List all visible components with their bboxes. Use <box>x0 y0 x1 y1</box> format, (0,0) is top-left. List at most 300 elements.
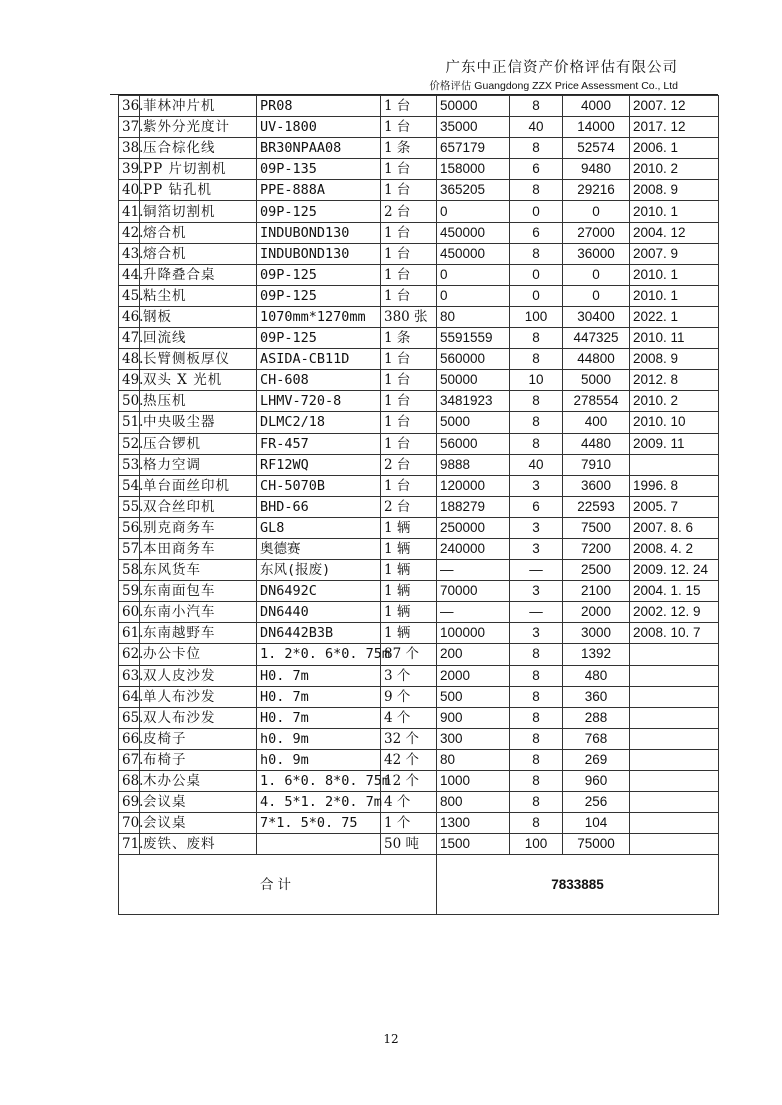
item-price: 120000 <box>437 475 510 496</box>
item-date <box>630 749 719 770</box>
table-row <box>119 349 719 370</box>
table-row <box>119 834 719 855</box>
item-name: 中央吸尘器 <box>140 412 257 433</box>
item-value: 4480 <box>563 433 630 454</box>
item-quantity: 1 辆 <box>381 560 437 581</box>
item-value: 269 <box>563 749 630 770</box>
item-value: 2000 <box>563 602 630 623</box>
item-name: PP 片切割机 <box>140 159 257 180</box>
row-number: 38. <box>119 138 140 159</box>
item-price: 2000 <box>437 665 510 686</box>
item-rate: 8 <box>510 328 563 349</box>
item-date <box>630 728 719 749</box>
item-model: h0. 9m <box>257 749 381 770</box>
item-price: 240000 <box>437 538 510 559</box>
item-date: 2010. 1 <box>630 264 719 285</box>
table-row <box>119 264 719 285</box>
table-row <box>119 602 719 623</box>
item-price: 50000 <box>437 96 510 117</box>
item-quantity: 1 台 <box>381 412 437 433</box>
table-row <box>119 813 719 834</box>
item-quantity: 9 个 <box>381 686 437 707</box>
table-row <box>119 370 719 391</box>
item-rate: 3 <box>510 581 563 602</box>
item-rate: 3 <box>510 517 563 538</box>
item-name: 长臂侧板厚仪 <box>140 349 257 370</box>
item-name: 双合丝印机 <box>140 496 257 517</box>
item-rate: 8 <box>510 728 563 749</box>
item-value: 75000 <box>563 834 630 855</box>
item-rate: 8 <box>510 813 563 834</box>
item-rate: 3 <box>510 475 563 496</box>
item-date <box>630 454 719 475</box>
row-number: 66. <box>119 728 140 749</box>
item-date: 2007. 9 <box>630 243 719 264</box>
row-number: 57. <box>119 538 140 559</box>
item-date: 2004. 1. 15 <box>630 581 719 602</box>
item-value: 52574 <box>563 138 630 159</box>
item-name: 会议桌 <box>140 813 257 834</box>
table-row <box>119 581 719 602</box>
item-name: 单台面丝印机 <box>140 475 257 496</box>
item-model: 奥德赛 <box>257 538 381 559</box>
row-number: 59. <box>119 581 140 602</box>
item-quantity: 1 台 <box>381 96 437 117</box>
item-date: 2012. 8 <box>630 370 719 391</box>
item-rate: 8 <box>510 138 563 159</box>
item-model: 09P-125 <box>257 285 381 306</box>
item-quantity: 32 个 <box>381 728 437 749</box>
item-model: UV-1800 <box>257 117 381 138</box>
row-number: 44. <box>119 264 140 285</box>
item-value: 2500 <box>563 560 630 581</box>
item-rate: 40 <box>510 454 563 475</box>
item-rate: 8 <box>510 96 563 117</box>
row-number: 50. <box>119 391 140 412</box>
item-value: 278554 <box>563 391 630 412</box>
company-name: 广东中正信资产价格评估有限公司 <box>445 60 678 76</box>
item-model: FR-457 <box>257 433 381 454</box>
item-quantity: 1 台 <box>381 243 437 264</box>
item-price: 80 <box>437 749 510 770</box>
item-value: 36000 <box>563 243 630 264</box>
item-price: 1300 <box>437 813 510 834</box>
item-value: 30400 <box>563 306 630 327</box>
item-rate: 100 <box>510 306 563 327</box>
item-price: 300 <box>437 728 510 749</box>
item-name: 东南小汽车 <box>140 602 257 623</box>
row-number: 52. <box>119 433 140 454</box>
table-row <box>119 707 719 728</box>
item-value: 7200 <box>563 538 630 559</box>
item-rate: 8 <box>510 771 563 792</box>
item-name: 布椅子 <box>140 749 257 770</box>
item-name: 熔合机 <box>140 222 257 243</box>
item-name: 格力空调 <box>140 454 257 475</box>
item-quantity: 1 个 <box>381 813 437 834</box>
item-model: 1070mm*1270mm <box>257 306 381 327</box>
item-price: 0 <box>437 201 510 222</box>
item-quantity: 1 辆 <box>381 581 437 602</box>
item-model: 09P-125 <box>257 328 381 349</box>
item-model: 1. 2*0. 6*0. 75m <box>257 644 381 665</box>
item-price: 158000 <box>437 159 510 180</box>
item-rate: 8 <box>510 180 563 201</box>
item-name: 办公卡位 <box>140 644 257 665</box>
item-name: 压合棕化线 <box>140 138 257 159</box>
item-model: LHMV-720-8 <box>257 391 381 412</box>
item-model: PPE-888A <box>257 180 381 201</box>
row-number: 64. <box>119 686 140 707</box>
item-model: INDUBOND130 <box>257 243 381 264</box>
table-row <box>119 285 719 306</box>
item-price: 56000 <box>437 433 510 454</box>
item-rate: 8 <box>510 243 563 264</box>
item-value: 480 <box>563 665 630 686</box>
item-model: DN6492C <box>257 581 381 602</box>
row-number: 69. <box>119 792 140 813</box>
item-name: 回流线 <box>140 328 257 349</box>
item-rate: 0 <box>510 201 563 222</box>
item-price: 250000 <box>437 517 510 538</box>
item-model: H0. 7m <box>257 707 381 728</box>
item-value: 288 <box>563 707 630 728</box>
item-date: 2006. 1 <box>630 138 719 159</box>
item-name: 会议桌 <box>140 792 257 813</box>
row-number: 45. <box>119 285 140 306</box>
item-rate: 3 <box>510 538 563 559</box>
item-date: 2008. 9 <box>630 349 719 370</box>
item-date: 2010. 2 <box>630 391 719 412</box>
item-quantity: 380 张 <box>381 306 437 327</box>
row-number: 68. <box>119 771 140 792</box>
item-date: 2007. 8. 6 <box>630 517 719 538</box>
row-number: 48. <box>119 349 140 370</box>
item-price: 5591559 <box>437 328 510 349</box>
item-name: 皮椅子 <box>140 728 257 749</box>
item-quantity: 12 个 <box>381 771 437 792</box>
item-name: 东南面包车 <box>140 581 257 602</box>
item-model: RF12WQ <box>257 454 381 475</box>
item-quantity: 1 辆 <box>381 517 437 538</box>
table-row <box>119 517 719 538</box>
item-date <box>630 644 719 665</box>
table-row <box>119 391 719 412</box>
item-date: 2008. 9 <box>630 180 719 201</box>
item-quantity: 1 台 <box>381 349 437 370</box>
item-date: 2009. 12. 24 <box>630 560 719 581</box>
item-rate: 10 <box>510 370 563 391</box>
item-quantity: 42 个 <box>381 749 437 770</box>
table-row <box>119 117 719 138</box>
item-rate: 8 <box>510 792 563 813</box>
item-date: 2009. 11 <box>630 433 719 454</box>
item-value: 9480 <box>563 159 630 180</box>
item-date: 2010. 1 <box>630 285 719 306</box>
table-row <box>119 538 719 559</box>
item-date: 2007. 12 <box>630 96 719 117</box>
item-value: 0 <box>563 201 630 222</box>
item-price: 188279 <box>437 496 510 517</box>
item-price: — <box>437 602 510 623</box>
item-date <box>630 792 719 813</box>
item-value: 7910 <box>563 454 630 475</box>
item-name: 废铁、废料 <box>140 834 257 855</box>
row-number: 71. <box>119 834 140 855</box>
item-price: 450000 <box>437 243 510 264</box>
item-price: 450000 <box>437 222 510 243</box>
table-body <box>119 96 719 855</box>
table-row <box>119 180 719 201</box>
table-row <box>119 159 719 180</box>
item-rate: 8 <box>510 433 563 454</box>
item-rate: 3 <box>510 623 563 644</box>
item-model: H0. 7m <box>257 686 381 707</box>
item-model: 09P-125 <box>257 201 381 222</box>
item-price: 0 <box>437 285 510 306</box>
item-rate: 8 <box>510 391 563 412</box>
item-value: 14000 <box>563 117 630 138</box>
company-english-name: 价格评估 Guangdong ZZX Price Assessment Co., Ltd <box>429 80 678 92</box>
item-name: 东风货车 <box>140 560 257 581</box>
item-name: 升降叠合桌 <box>140 264 257 285</box>
item-date: 2008. 4. 2 <box>630 538 719 559</box>
table-row <box>119 412 719 433</box>
item-name: 铜箔切割机 <box>140 201 257 222</box>
item-price: 1500 <box>437 834 510 855</box>
item-quantity: 1 台 <box>381 222 437 243</box>
item-model: 4. 5*1. 2*0. 7m <box>257 792 381 813</box>
table-row <box>119 623 719 644</box>
item-name: 东南越野车 <box>140 623 257 644</box>
item-price: 70000 <box>437 581 510 602</box>
item-rate: 6 <box>510 159 563 180</box>
item-name: 双人皮沙发 <box>140 665 257 686</box>
row-number: 40. <box>119 180 140 201</box>
item-quantity: 1 条 <box>381 328 437 349</box>
item-name: 双头 X 光机 <box>140 370 257 391</box>
item-model: 09P-125 <box>257 264 381 285</box>
item-date: 1996. 8 <box>630 475 719 496</box>
row-number: 47. <box>119 328 140 349</box>
table-row <box>119 96 719 117</box>
row-number: 36. <box>119 96 140 117</box>
item-price: 200 <box>437 644 510 665</box>
table-row <box>119 243 719 264</box>
row-number: 55. <box>119 496 140 517</box>
item-date <box>630 665 719 686</box>
item-date <box>630 834 719 855</box>
item-name: 单人布沙发 <box>140 686 257 707</box>
item-rate: 8 <box>510 412 563 433</box>
item-quantity: 50 吨 <box>381 834 437 855</box>
row-number: 54. <box>119 475 140 496</box>
item-quantity: 1 辆 <box>381 623 437 644</box>
item-value: 104 <box>563 813 630 834</box>
item-value: 2100 <box>563 581 630 602</box>
item-rate: 8 <box>510 686 563 707</box>
item-model: BHD-66 <box>257 496 381 517</box>
item-rate: 0 <box>510 285 563 306</box>
item-model: 7*1. 5*0. 75 <box>257 813 381 834</box>
row-number: 51. <box>119 412 140 433</box>
item-quantity: 2 台 <box>381 496 437 517</box>
item-rate: 100 <box>510 834 563 855</box>
item-quantity: 1 条 <box>381 138 437 159</box>
item-price: 100000 <box>437 623 510 644</box>
row-number: 41. <box>119 201 140 222</box>
item-model: DLMC2/18 <box>257 412 381 433</box>
item-date: 2010. 11 <box>630 328 719 349</box>
item-name: 紫外分光度计 <box>140 117 257 138</box>
item-name: 热压机 <box>140 391 257 412</box>
row-number: 63. <box>119 665 140 686</box>
item-model: DN6442B3B <box>257 623 381 644</box>
item-rate: — <box>510 560 563 581</box>
item-quantity: 1 辆 <box>381 602 437 623</box>
item-value: 400 <box>563 412 630 433</box>
table-row <box>119 686 719 707</box>
item-price: 800 <box>437 792 510 813</box>
item-quantity: 1 台 <box>381 433 437 454</box>
table-row <box>119 454 719 475</box>
item-quantity: 1 辆 <box>381 538 437 559</box>
table-row <box>119 222 719 243</box>
item-price: 500 <box>437 686 510 707</box>
item-name: 钢板 <box>140 306 257 327</box>
item-price: 560000 <box>437 349 510 370</box>
item-model: BR30NPAA08 <box>257 138 381 159</box>
item-quantity: 1 台 <box>381 264 437 285</box>
item-rate: — <box>510 602 563 623</box>
item-rate: 6 <box>510 496 563 517</box>
item-value: 7500 <box>563 517 630 538</box>
item-rate: 8 <box>510 644 563 665</box>
item-rate: 8 <box>510 349 563 370</box>
item-value: 360 <box>563 686 630 707</box>
item-date: 2017. 12 <box>630 117 719 138</box>
item-quantity: 2 台 <box>381 454 437 475</box>
item-quantity: 4 个 <box>381 792 437 813</box>
item-model: CH-608 <box>257 370 381 391</box>
row-number: 61. <box>119 623 140 644</box>
row-number: 65. <box>119 707 140 728</box>
item-model: CH-5070B <box>257 475 381 496</box>
row-number: 67. <box>119 749 140 770</box>
item-date: 2005. 7 <box>630 496 719 517</box>
item-rate: 6 <box>510 222 563 243</box>
item-value: 960 <box>563 771 630 792</box>
item-value: 29216 <box>563 180 630 201</box>
item-quantity: 3 个 <box>381 665 437 686</box>
item-rate: 40 <box>510 117 563 138</box>
table-row <box>119 328 719 349</box>
asset-table <box>118 95 719 915</box>
item-name: 粘尘机 <box>140 285 257 306</box>
item-price: 0 <box>437 264 510 285</box>
table-row <box>119 560 719 581</box>
item-model <box>257 834 381 855</box>
row-number: 43. <box>119 243 140 264</box>
item-value: 0 <box>563 285 630 306</box>
item-model: h0. 9m <box>257 728 381 749</box>
item-name: 熔合机 <box>140 243 257 264</box>
item-date <box>630 707 719 728</box>
table-row <box>119 665 719 686</box>
total-label: 合计 <box>119 855 437 915</box>
row-number: 37. <box>119 117 140 138</box>
item-model: 东风(报废) <box>257 560 381 581</box>
row-number: 46. <box>119 306 140 327</box>
item-value: 3600 <box>563 475 630 496</box>
item-value: 3000 <box>563 623 630 644</box>
table-row <box>119 306 719 327</box>
row-number: 56. <box>119 517 140 538</box>
item-model: GL8 <box>257 517 381 538</box>
item-price: 5000 <box>437 412 510 433</box>
item-name: 别克商务车 <box>140 517 257 538</box>
item-name: 木办公桌 <box>140 771 257 792</box>
item-price: 80 <box>437 306 510 327</box>
item-model: ASIDA-CB11D <box>257 349 381 370</box>
table-row <box>119 138 719 159</box>
item-value: 768 <box>563 728 630 749</box>
table-row <box>119 792 719 813</box>
row-number: 53. <box>119 454 140 475</box>
item-price: 900 <box>437 707 510 728</box>
item-date: 2022. 1 <box>630 306 719 327</box>
item-date <box>630 813 719 834</box>
item-quantity: 1 台 <box>381 285 437 306</box>
row-number: 42. <box>119 222 140 243</box>
item-price: 50000 <box>437 370 510 391</box>
table-row <box>119 644 719 665</box>
row-number: 62. <box>119 644 140 665</box>
table-row <box>119 496 719 517</box>
page-number: 12 <box>383 1032 399 1046</box>
item-quantity: 87 个 <box>381 644 437 665</box>
item-value: 1392 <box>563 644 630 665</box>
item-name: PP 钻孔机 <box>140 180 257 201</box>
item-date: 2010. 1 <box>630 201 719 222</box>
table-row <box>119 728 719 749</box>
item-model: 09P-135 <box>257 159 381 180</box>
item-value: 22593 <box>563 496 630 517</box>
table-row <box>119 201 719 222</box>
item-price: 1000 <box>437 771 510 792</box>
row-number: 39. <box>119 159 140 180</box>
row-number: 49. <box>119 370 140 391</box>
item-price: 3481923 <box>437 391 510 412</box>
item-date: 2010. 10 <box>630 412 719 433</box>
item-value: 44800 <box>563 349 630 370</box>
item-name: 本田商务车 <box>140 538 257 559</box>
item-rate: 0 <box>510 264 563 285</box>
item-model: PR08 <box>257 96 381 117</box>
total-value: 7833885 <box>437 855 719 915</box>
item-price: 657179 <box>437 138 510 159</box>
item-name: 双人布沙发 <box>140 707 257 728</box>
item-date <box>630 686 719 707</box>
item-name: 菲林冲片机 <box>140 96 257 117</box>
item-value: 256 <box>563 792 630 813</box>
item-model: INDUBOND130 <box>257 222 381 243</box>
item-quantity: 1 台 <box>381 117 437 138</box>
item-value: 27000 <box>563 222 630 243</box>
item-date: 2004. 12 <box>630 222 719 243</box>
item-name: 压合锣机 <box>140 433 257 454</box>
row-number: 60. <box>119 602 140 623</box>
